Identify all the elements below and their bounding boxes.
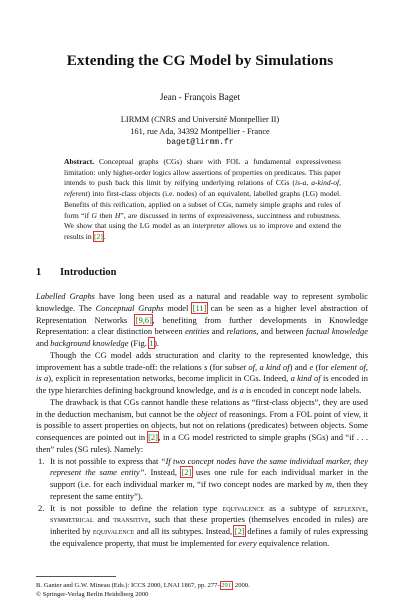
- page-link[interactable]: 291: [221, 582, 232, 589]
- abstract-text: ) into first-class objects (i.e. nodes) of an equivalent, labelled graphs (LG) model. Benefits of this reification, applied on a subset of CGs, namely simple graphs and rules of form “if: [64, 189, 341, 220]
- author-email[interactable]: baget@lirmm.fr: [166, 138, 234, 148]
- list-number: 2.: [38, 502, 45, 513]
- emphasis: background knowledge: [50, 338, 129, 348]
- page-footer: [36, 581, 250, 599]
- section-heading: [36, 267, 116, 278]
- text: B. Ganter and G.W. Mineau (Eds.): ICCS 2000, LNAI 1867, pp. 277–: [36, 582, 221, 589]
- text: , in a CG model restricted to simple graphs (SGs) and “if . . . then” rules (SG rules). Namely:: [36, 432, 368, 454]
- emphasis: subset of, a kind of: [224, 361, 290, 372]
- paragraph: [36, 291, 368, 350]
- text: ), explicit in representation networks, become implicit in CGs. Indeed,: [48, 373, 291, 384]
- emphasis: e: [309, 361, 314, 372]
- abstract-emphasis: interpreter: [192, 221, 226, 231]
- text: . Instead,: [144, 467, 181, 478]
- text: of reasonings. From a FOL point of view, it is possible to assert properties on objects, but not on relations (predicates) between objects. Some consequences are pointed out in: [36, 408, 368, 442]
- section-number: 1: [36, 267, 42, 278]
- author-name: Jean - François Baget: [159, 93, 241, 103]
- text: equivalence relation.: [256, 537, 330, 548]
- text: , such that these properties (themselves encoded in rules) are inherited by: [50, 514, 368, 536]
- emphasis: factual knowledge: [306, 326, 368, 337]
- list-number: 1.: [38, 455, 45, 466]
- abstract-emphasis: is-a, a-kind-of, referent: [64, 178, 341, 199]
- text: and: [93, 514, 114, 525]
- paragraph: [36, 350, 368, 397]
- text: and: [209, 326, 227, 337]
- abstract-label: Abstract.: [64, 157, 95, 166]
- emphasis: every: [238, 537, 257, 548]
- section-body: [36, 291, 368, 550]
- paper-title: Extending the CG Model by Simulations: [66, 52, 334, 69]
- affiliation-institution: LIRMM (CNRS and Université Montpellier II): [120, 115, 280, 124]
- text: have long been used as a natural and readable way to represent symbolic knowledge. The: [36, 291, 369, 313]
- abstract-emphasis: H: [114, 210, 121, 220]
- citation-link[interactable]: [9,6]: [135, 314, 152, 325]
- section-title: Introduction: [60, 267, 117, 278]
- affiliation: [0, 114, 400, 149]
- text: can be seen as a higher level abstraction of Representation Networks: [36, 302, 369, 325]
- text: and: [36, 338, 51, 348]
- abstract-text: ”, are discussed in terms of expressiveness, succintness and robustness. We show that using the LG model as an: [64, 210, 341, 231]
- citation-link[interactable]: [2]: [148, 432, 158, 442]
- text: , then they represent the same entity”).: [50, 479, 368, 501]
- list-item: [36, 503, 368, 550]
- text: , “if two concept nodes are marked by: [192, 479, 326, 489]
- text: It is not possible to define the relation type: [50, 502, 223, 513]
- text: The drawback is that CGs cannot handle these relations as “first-class objects”, they are used in the deduction mechanism, but cannot be the: [36, 396, 368, 419]
- paragraph: [36, 397, 368, 456]
- abstract-text: Conceptual graphs (CGs) share with FOL a fundamental expressiveness limitation: only higher-order logics allow assertions of properties on predicates. This paper intends to push back this limit by reifying underlying relations of CGs (: [64, 157, 341, 188]
- text: It is not possible to express that: [50, 455, 161, 466]
- text: is encoded in concept node labels.: [243, 385, 362, 395]
- emphasis: Conceptual Graphs: [95, 302, 164, 313]
- abstract-emphasis: G: [91, 210, 98, 220]
- emphasis: a kind of: [290, 373, 321, 384]
- small-caps: equivalence: [92, 526, 135, 536]
- abstract: [64, 157, 341, 243]
- text: uses one rule for each individual marker in the support (i.e. for each individual marker: [50, 467, 368, 489]
- emphasis: “If two concept nodes have the same individual marker, they represent the same entity”: [50, 455, 368, 478]
- small-caps: transitive: [113, 514, 149, 525]
- abstract-text: then: [97, 210, 115, 220]
- text: is encoded in the type hierarchies defining background knowledge, and: [36, 373, 368, 395]
- text: model: [163, 302, 193, 313]
- list-item: [36, 456, 368, 503]
- small-caps: reflexive, symmetrical: [50, 502, 368, 525]
- emphasis: s: [204, 361, 208, 372]
- emphasis: m: [325, 479, 332, 489]
- abstract-text: .: [103, 231, 106, 241]
- citation-link[interactable]: [2]: [94, 231, 103, 241]
- citation-link[interactable]: [2]: [234, 526, 245, 536]
- emphasis: relations: [226, 326, 257, 337]
- footer-copyright: © Springer-Verlag Berlin Heidelberg 2000: [36, 591, 149, 598]
- emphasis: object: [196, 408, 218, 419]
- abstract-text: allows us to improve and extend the results in: [64, 221, 341, 241]
- figure-link[interactable]: 1: [149, 338, 154, 348]
- emphasis: is a: [231, 385, 244, 395]
- text: Though the CG model adds structuration and clarity to the represented knowledge, this improvement has a subtle trade-off: the relations: [36, 349, 368, 372]
- citation-link[interactable]: [2]: [181, 467, 192, 478]
- text: , benefiting from further developments in Knowledge Representation: a clear distinction between: [36, 314, 369, 337]
- affiliation-address: 161, rue Ada, 34392 Montpellier - France: [130, 126, 270, 136]
- text: , and between: [256, 326, 307, 337]
- emphasis: element of, is a: [36, 361, 368, 384]
- emphasis: entities: [185, 326, 210, 337]
- emphasis: Labelled Graphs: [36, 291, 95, 301]
- small-caps: equivalence: [222, 502, 265, 513]
- text: (for: [207, 361, 225, 372]
- text: (Fig.: [128, 338, 149, 348]
- text: , 2000.: [231, 582, 250, 589]
- footer-citation: [36, 581, 250, 590]
- footer-rule: [36, 576, 116, 577]
- text: as a subtype of: [264, 502, 334, 513]
- text: defines a family of rules expressing the equivalence property, that must be implemented for: [50, 526, 368, 548]
- numbered-list: [36, 456, 368, 550]
- text: (for: [313, 361, 331, 372]
- citation-link[interactable]: [11]: [192, 302, 207, 313]
- emphasis: m: [186, 479, 193, 489]
- text: and all its subtypes. Instead,: [134, 526, 235, 536]
- text: ) and: [289, 361, 310, 372]
- text: ).: [154, 338, 160, 348]
